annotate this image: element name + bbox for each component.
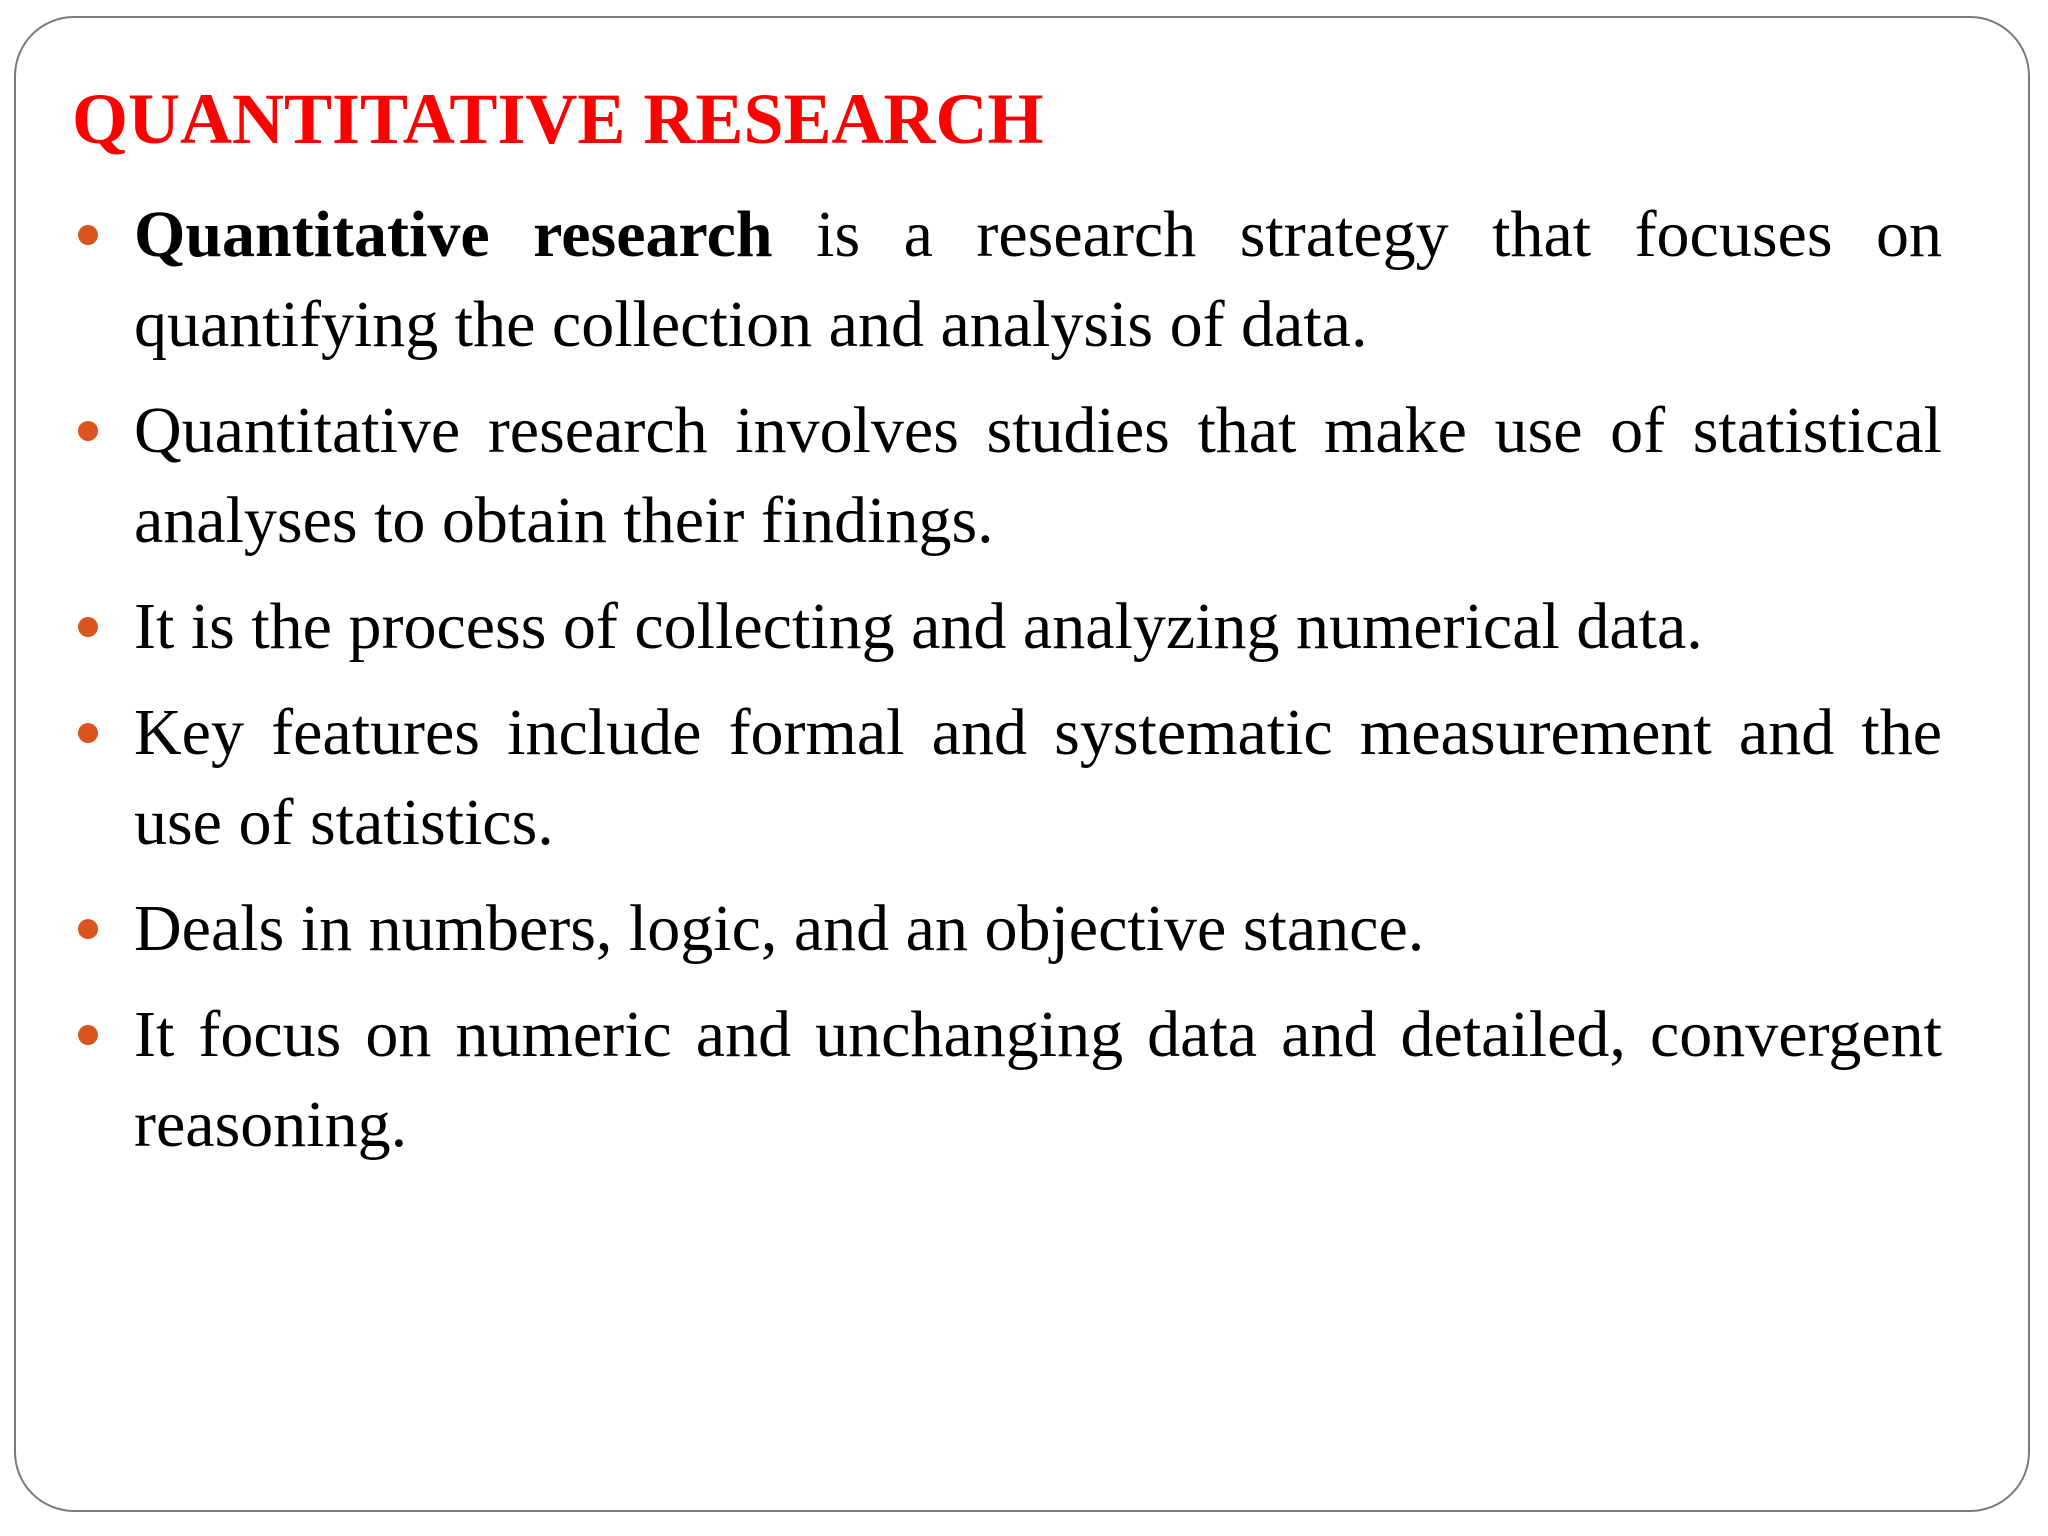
list-item xyxy=(134,190,1942,370)
bullet-text: Quantitative research involves studies that make use of statistical analyses to obtain their findings. xyxy=(134,394,1942,557)
slide-title: QUANTITATIVE RESEARCH xyxy=(72,79,1044,159)
list-item xyxy=(134,990,1942,1170)
bullet-icon xyxy=(78,617,98,637)
list-item xyxy=(134,582,1942,672)
bullet-text: Deals in numbers, logic, and an objective stance. xyxy=(134,892,1425,965)
bullet-icon xyxy=(78,1025,98,1045)
bullet-icon xyxy=(78,421,98,441)
bullet-text: It focus on numeric and unchanging data and detailed, convergent reasoning. xyxy=(134,998,1942,1161)
bullet-icon xyxy=(78,225,98,245)
list-item xyxy=(134,386,1942,566)
bullet-text: Key features include formal and systematic measurement and the use of statistics. xyxy=(134,696,1942,859)
bullet-text: is a research strategy that focuses on quantifying the collection and analysis of data. xyxy=(134,198,1942,361)
bullet-text: It is the process of collecting and analyzing numerical data. xyxy=(134,590,1703,663)
slide-frame xyxy=(14,16,2030,1512)
bullet-icon xyxy=(78,919,98,939)
bullet-icon xyxy=(78,723,98,743)
list-item xyxy=(134,688,1942,868)
list-item xyxy=(134,884,1942,974)
bullet-list xyxy=(134,190,1942,1186)
bullet-term: Quantitative research xyxy=(134,198,773,271)
